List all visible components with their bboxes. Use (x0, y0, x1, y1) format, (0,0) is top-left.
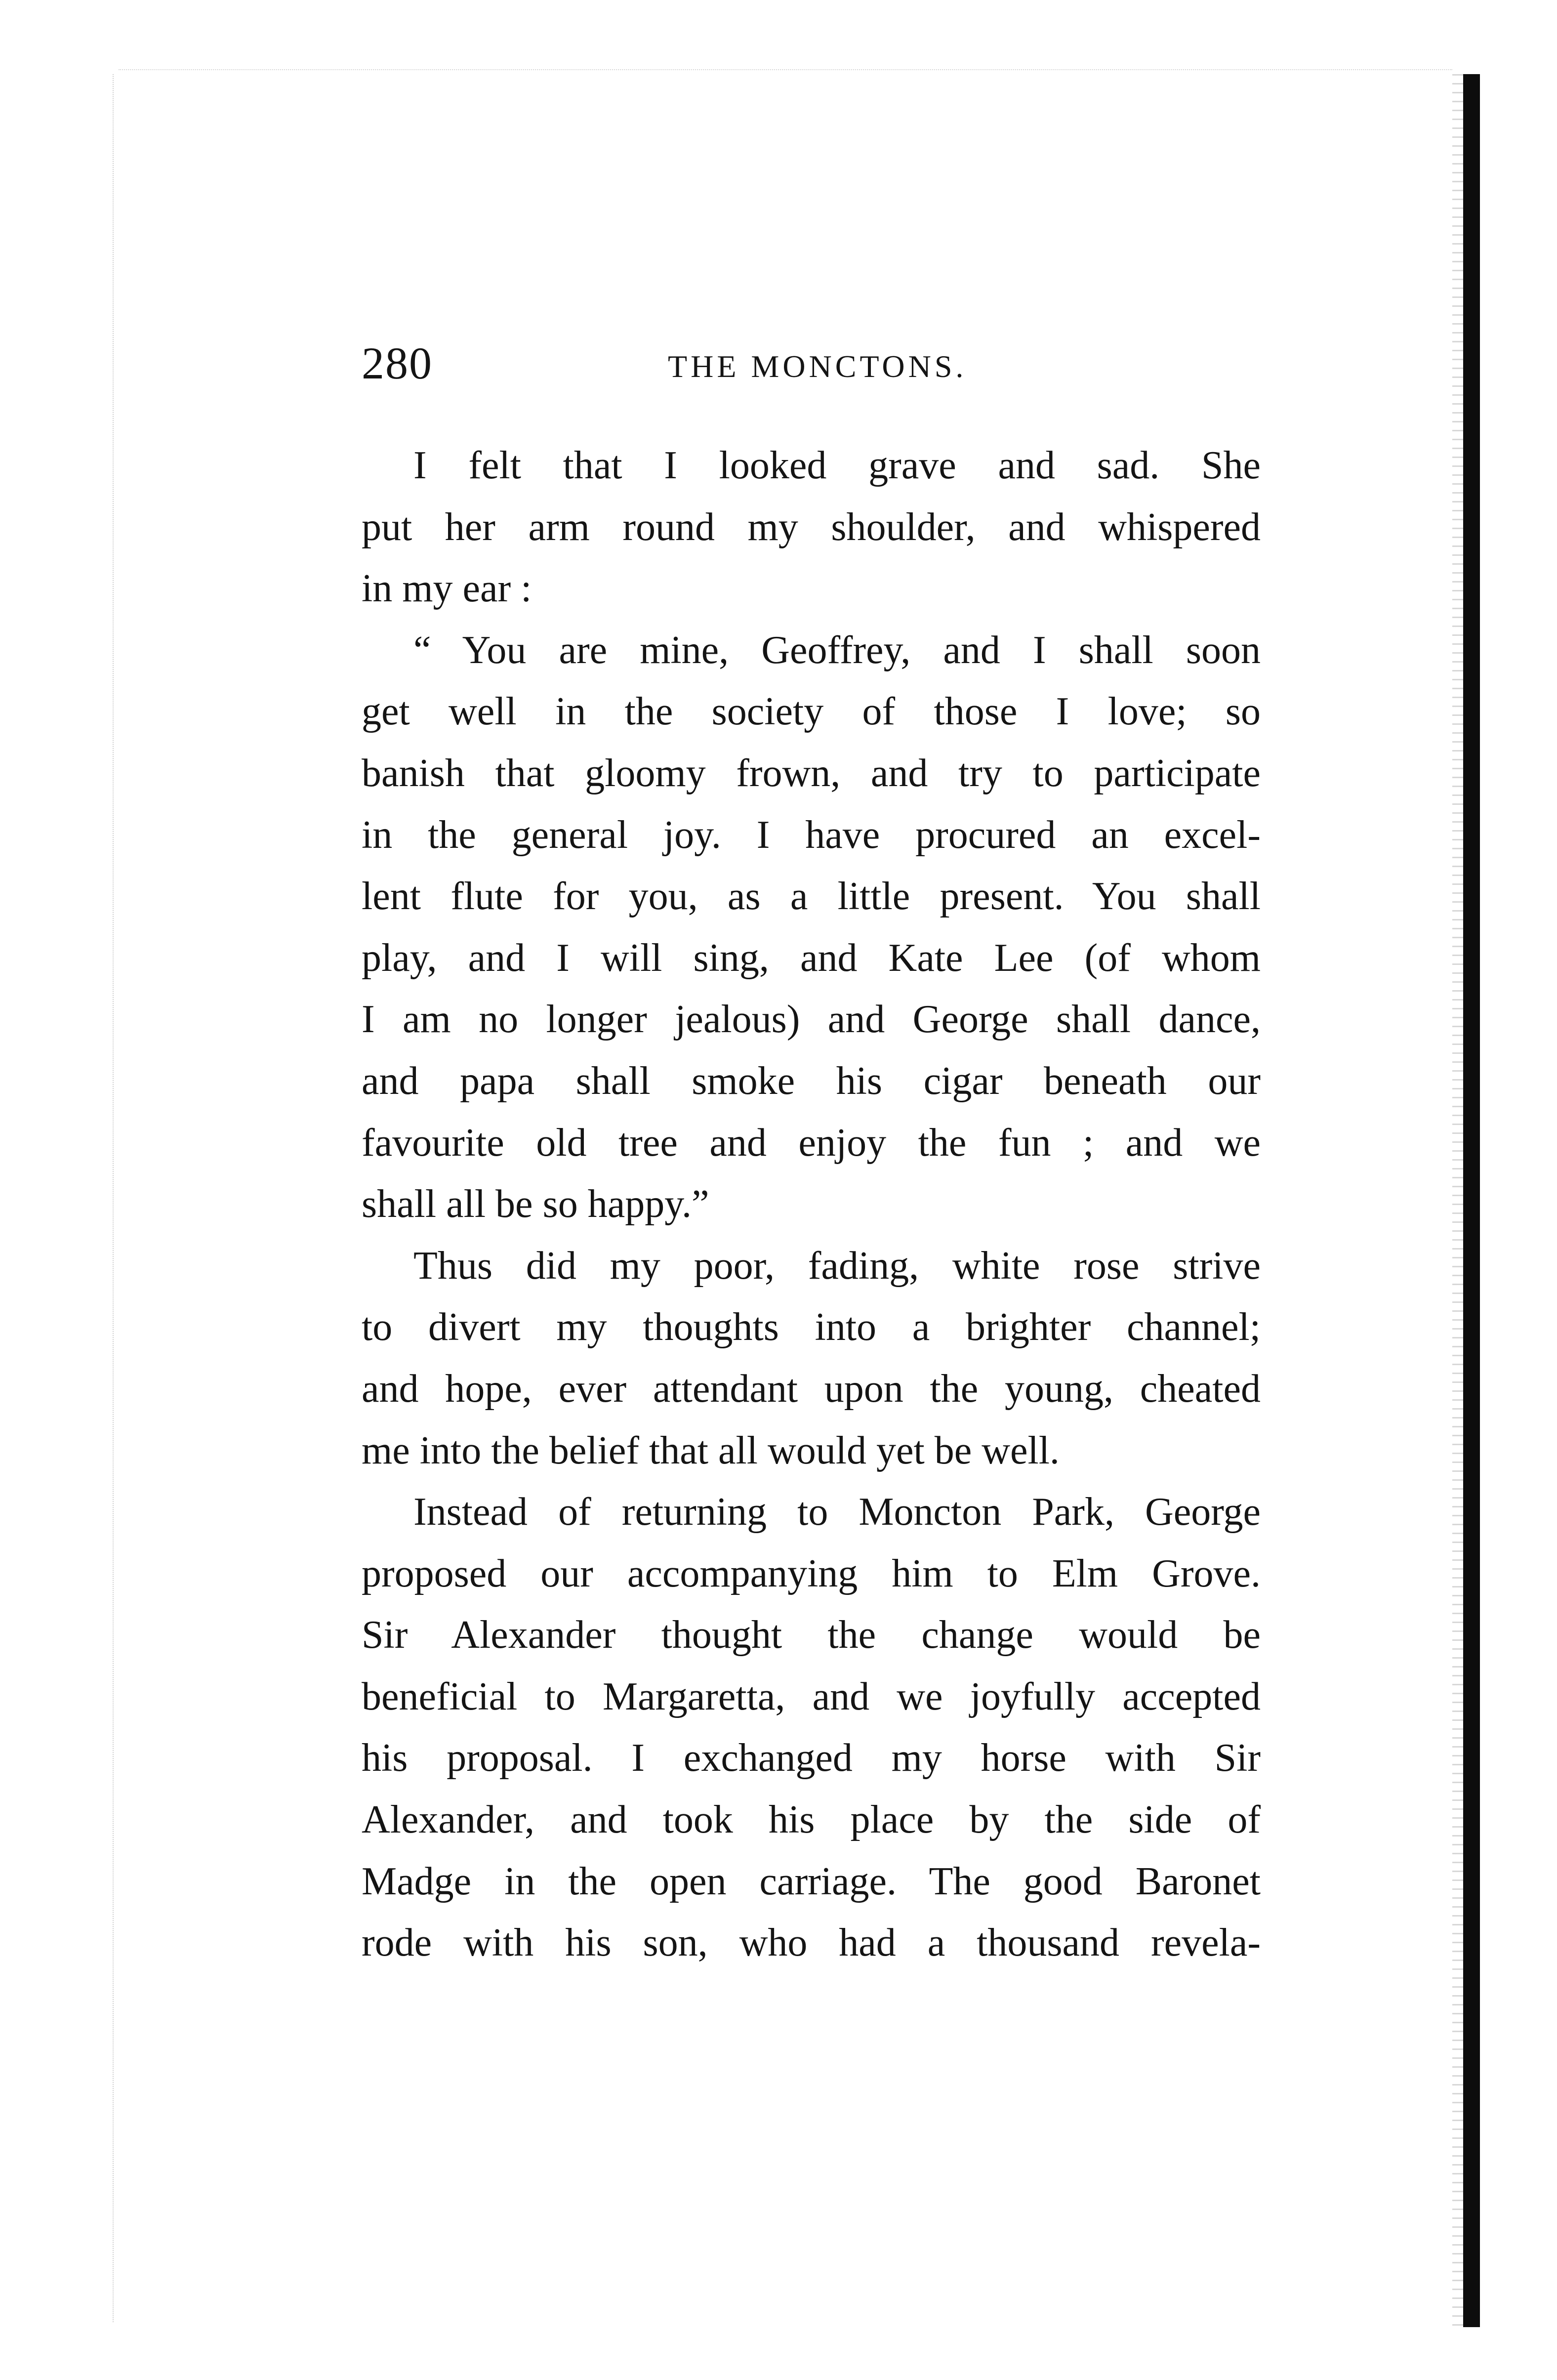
text-line: Sir Alexander thought the change would be (362, 1613, 1261, 1657)
text-line: “ You are mine, Geoffrey, and I shall soon (413, 628, 1261, 672)
page-number: 280 (362, 338, 433, 388)
text-line: me into the belief that all would yet be well. (362, 1428, 1060, 1472)
page-edge-left (113, 74, 117, 2322)
running-title: THE MONCTONS. (668, 349, 967, 384)
text-line: shall all be so happy.” (362, 1182, 709, 1226)
body-text (362, 435, 1261, 1974)
text-line: Instead of returning to Moncton Park, George (413, 1490, 1261, 1534)
text-line: Alexander, and took his place by the side of (362, 1798, 1261, 1842)
text-line: lent flute for you, as a little present. You shall (362, 875, 1261, 919)
text-line: in my ear : (362, 567, 532, 611)
text-line: and papa shall smoke his cigar beneath our (362, 1059, 1261, 1103)
text-line: his proposal. I exchanged my horse with Sir (362, 1736, 1261, 1780)
text-line: in the general joy. I have procured an excel- (362, 813, 1261, 857)
binding-shadow (1452, 74, 1463, 2327)
text-line: favourite old tree and enjoy the fun ; and we (362, 1121, 1261, 1165)
text-line: rode with his son, who had a thousand revela- (362, 1921, 1261, 1965)
text-line: get well in the society of those I love; so (362, 690, 1261, 734)
text-line: I felt that I looked grave and sad. She (413, 444, 1261, 487)
text-line: proposed our accompanying him to Elm Grove. (362, 1551, 1261, 1595)
binding-edge (1463, 74, 1480, 2327)
text-line: Madge in the open carriage. The good Baronet (362, 1859, 1261, 1903)
text-line: I am no longer jealous) and George shall dance, (362, 998, 1261, 1042)
page-header (362, 336, 1280, 390)
text-line: Thus did my poor, fading, white rose strive (413, 1244, 1261, 1288)
text-line: beneficial to Margaretta, and we joyfully accepted (362, 1674, 1261, 1718)
text-line: play, and I will sing, and Kate Lee (of whom (362, 936, 1261, 980)
text-line: put her arm round my shoulder, and whispered (362, 505, 1261, 549)
page-edge-top (119, 69, 1452, 72)
text-line: to divert my thoughts into a brighter channel; (362, 1305, 1261, 1349)
text-line: and hope, ever attendant upon the young, cheated (362, 1367, 1261, 1411)
text-line: banish that gloomy frown, and try to participate (362, 751, 1261, 795)
